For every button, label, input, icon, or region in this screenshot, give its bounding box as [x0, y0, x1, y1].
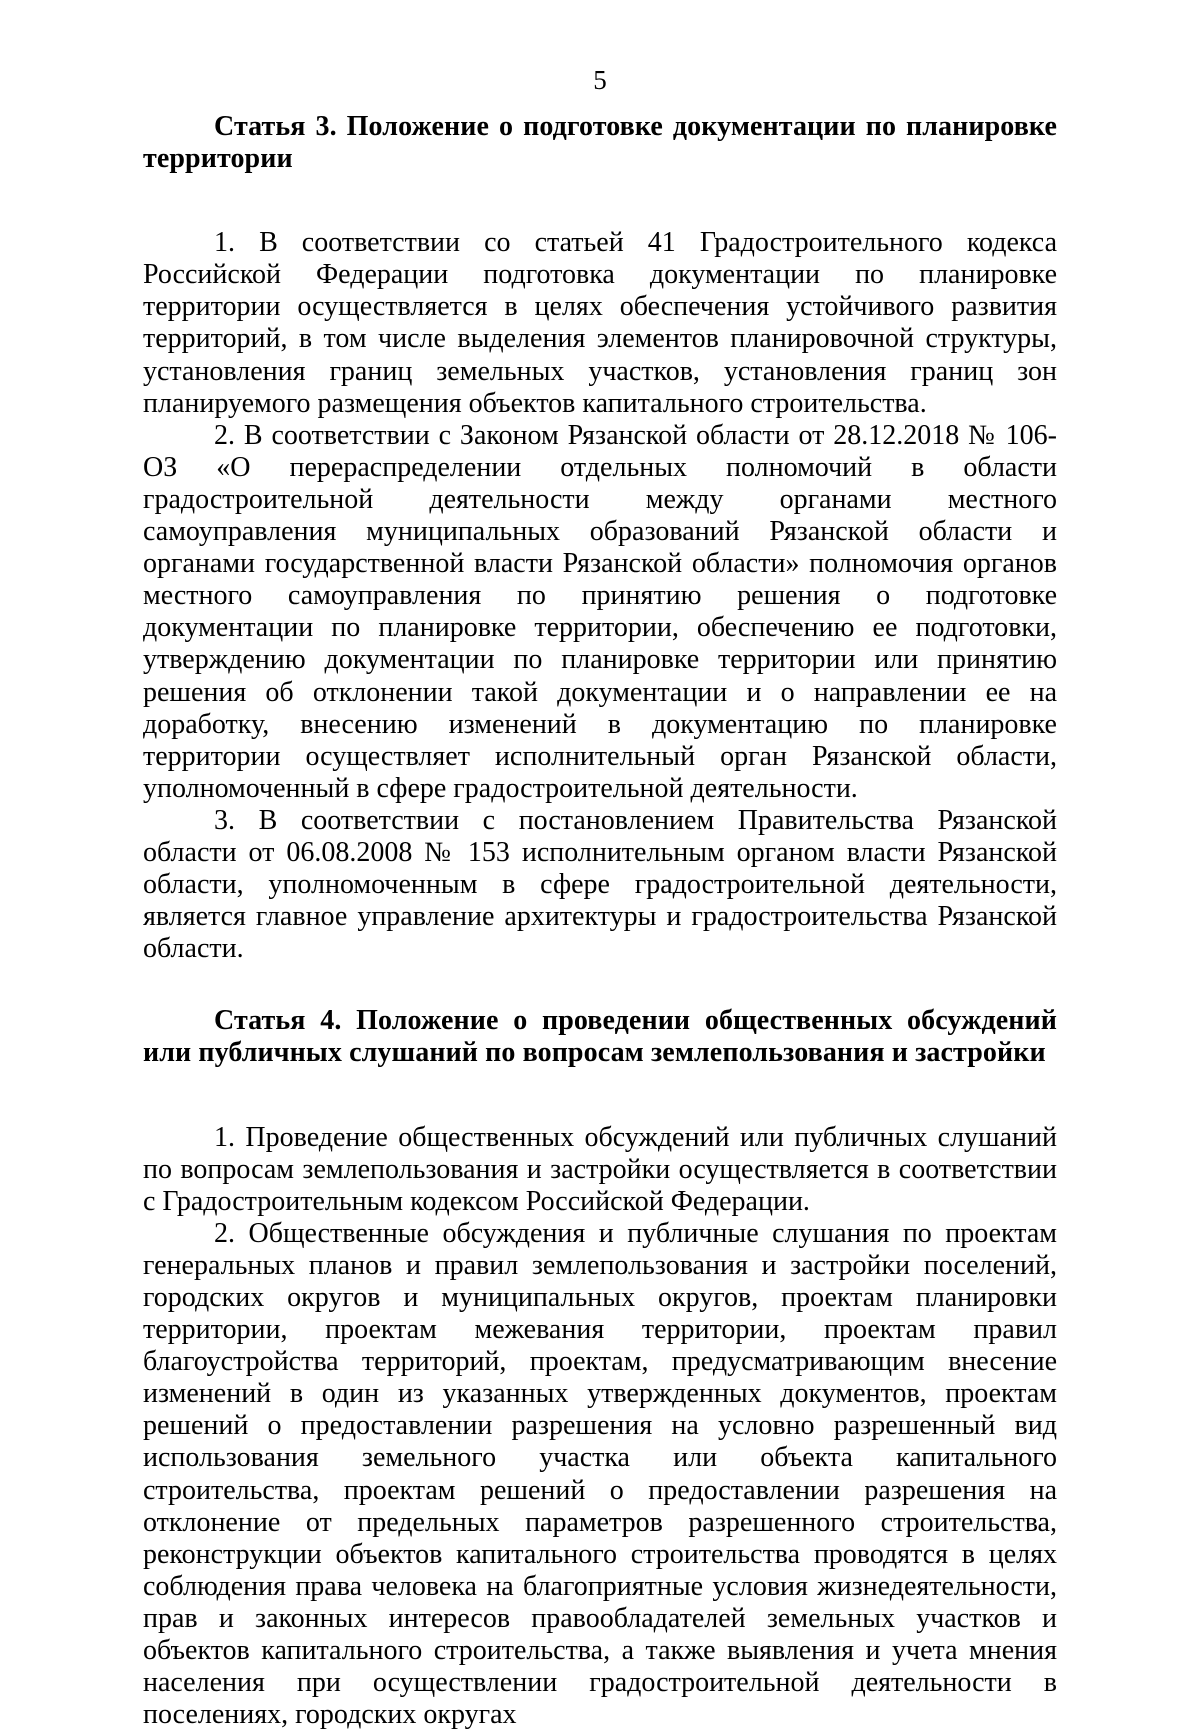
article-3-paragraph-1: 1. В соответствии со статьей 41 Градостроительного кодекса Российской Федерации подготовка документации по планировке территории осуществляется в целях обеспечения устойчивого развития территорий, в том числе выделения элементов планировочной структуры, установления границ земельных участков, установления границ зон планируемого размещения объектов капитального строительства. [143, 227, 1057, 419]
page-number: 5 [593, 65, 607, 95]
article-3-paragraph-3: 3. В соответствии с постановлением Правительства Рязанской области от 06.08.2008 № 153 исполнительным органом власти Рязанской области, уполномоченным в сфере градостроительной деятельности, является главное управление архитектуры и градостроительства Рязанской области. [143, 804, 1057, 965]
document-body [143, 111, 1057, 1731]
article-4 [143, 1005, 1057, 1731]
article-4-paragraph-2: 2. Общественные обсуждения и публичные слушания по проектам генеральных планов и правил землепользования и застройки поселений, городских округов и муниципальных округов, проектам планировки территории, проектам межевания территории, проектам правил благоустройства территорий, проектам, предусматривающим внесение изменений в один из указанных утвержденных документов, проектам решений о предоставлении разрешения на условно разрешенный вид использования земельного участка или объекта капитального строительства, проектам решений о предоставлении разрешения на отклонение от предельных параметров разрешенного строительства, реконструкции объектов капитального строительства проводятся в целях соблюдения права человека на благоприятные условия жизнедеятельности, прав и законных интересов правообладателей земельных участков и объектов капитального строительства, а также выявления и учета мнения населения при осуществлении градостроительной деятельности в поселениях, городских округах [143, 1217, 1057, 1731]
article-4-heading: Статья 4. Положение о проведении общественных обсуждений или публичных слушаний по вопросам землепользования и застройки [143, 1005, 1057, 1069]
article-3 [143, 111, 1057, 965]
article-3-paragraph-2: 2. В соответствии с Законом Рязанской области от 28.12.2018 № 106-ОЗ «О перераспределении отдельных полномочий в области градостроительной деятельности между органами местного самоуправления муниципальных образований Рязанской области и органами государственной власти Рязанской области» полномочия органов местного самоуправления по принятию решения о подготовке документации по планировке территории, обеспечению ее подготовки, утверждению документации по планировке территории или принятию решения об отклонении такой документации и о направлении ее на доработку, внесению изменений в документацию по планировке территории осуществляет исполнительный орган Рязанской области, уполномоченный в сфере градостроительной деятельности. [143, 419, 1057, 804]
article-4-paragraph-1: 1. Проведение общественных обсуждений или публичных слушаний по вопросам землепользования и застройки осуществляется в соответствии с Градостроительным кодексом Российской Федерации. [143, 1121, 1057, 1217]
article-3-heading: Статья 3. Положение о подготовке документации по планировке территории [143, 111, 1057, 175]
